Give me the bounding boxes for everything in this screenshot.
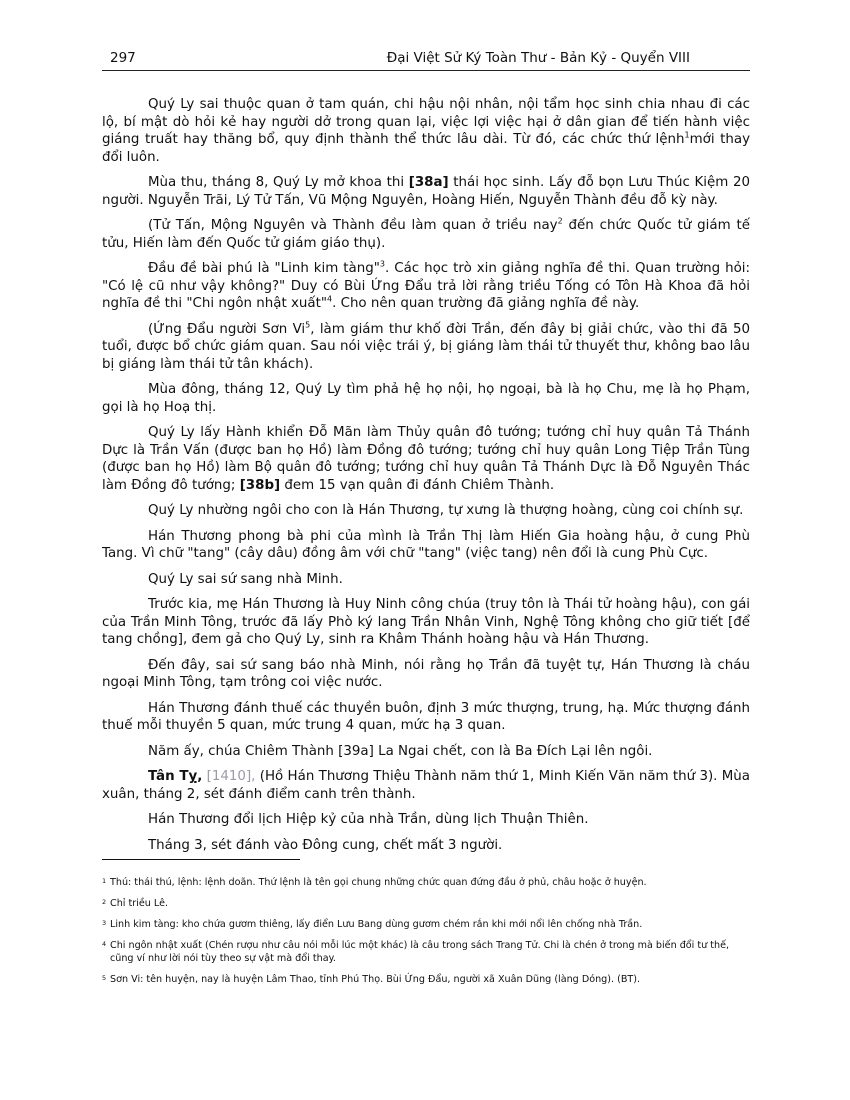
year-number: [1410], — [206, 769, 256, 784]
page-header — [102, 48, 750, 71]
footnote: 3 Linh kim tàng: kho chứa gươm thiêng, lấy điển Lưu Bang dùng gươm chém rắn khi mới nổi lên chống nhà Trần. — [102, 919, 643, 930]
paragraph: Đến đây, sai sứ sang báo nhà Minh, nói rằng họ Trần đã tuyệt tự, Hán Thương là cháu ngoại Minh Tông, tạm trông coi việc nước. — [102, 657, 750, 690]
footnote-ref[interactable]: 5 — [305, 320, 311, 330]
paragraph: Trước kia, mẹ Hán Thương là Huy Ninh công chúa (truy tôn là Thái tử hoàng hậu), con gái của Trần Minh Tông, trước đã lấy Phò ký lang Trần Nhân Vinh, Nghệ Tông không cho giữ tiết [để tang chồng], đem gả cho Quý Ly, sinh ra Khâm Thánh hoàng hậu và Hán Thương. — [102, 597, 750, 647]
paragraph: Mùa đông, tháng 12, Quý Ly tìm phả hệ họ nội, họ ngoại, bà là họ Chu, mẹ là họ Phạm, gọi là họ Hoạ thị. — [102, 382, 750, 415]
paragraph: Quý Ly sai sứ sang nhà Minh. — [148, 571, 343, 587]
paragraph: Quý Ly lấy Hành khiển Đỗ Mãn làm Thủy quân đô tướng; tướng chỉ huy quân Tả Thánh Dực là Trần Vấn (được ban họ Hồ) làm Đồng đô tướng; tướng chỉ huy quân Long Tiệp Trần Tùng (được ban họ Hồ) làm Bộ quân đô tướng; tướng chỉ huy quân Tả Thánh Dực là Đỗ Nguyên Thác làm Đồng đô tướng; [38b] đem 15 vạn quân đi đánh Chiêm Thành. — [102, 425, 750, 493]
paragraph: Hán Thương phong bà phi của mình là Trần Thị làm Hiến Gia hoàng hậu, ở cung Phù Tang. Vì chữ "tang" (cây dâu) đồng âm với chữ "tang" (việc tang) nên đổi là cung Phù Cực. — [102, 528, 750, 561]
footnote: 1 Thú: thái thú, lệnh: lệnh doãn. Thứ lệnh là tên gọi chung những chức quan đứng đầu ở phủ, châu hoặc ở huyện. — [102, 877, 647, 888]
paragraph: Mùa thu, tháng 8, Quý Ly mở khoa thi [38a] thái học sinh. Lấy đỗ bọn Lưu Thúc Kiệm 20 người. Nguyễn Trãi, Lý Tử Tấn, Vũ Mộng Nguyên, Hoàng Hiến, Nguyễn Thành đều đỗ kỳ này. — [102, 175, 750, 208]
page-marker: [38b] — [239, 477, 281, 493]
year-heading: Tân Tỵ, — [148, 769, 203, 784]
footnote-ref[interactable]: 4 — [326, 294, 333, 304]
paragraph: Đầu đề bài phú là "Linh kim tàng"$^3$. Các học trò xin giảng nghĩa đề thi. Quan trường hỏi: "Có lệ cũ như vậy không?" Duy có Bùi Ứng Đẩu trả lời rằng triều Tống có Tôn Hà Khoa đã hỏi nghĩa đề thi "Chi ngôn nhật xuất"$^4$. Cho nên quan trường đã giảng nghĩa đề này. — [102, 259, 751, 311]
footnote-divider — [102, 859, 300, 860]
running-title: Đại Việt Sử Ký Toàn Thư - Bản Kỷ - Quyển VIII — [386, 50, 690, 66]
page-number: 297 — [110, 50, 136, 66]
paragraph: Tháng 3, sét đánh vào Đông cung, chết mất 3 người. — [148, 837, 503, 853]
paragraph: Năm ấy, chúa Chiêm Thành [39a] La Ngai chết, con là Ba Đích Lại lên ngôi. — [148, 743, 653, 759]
paragraph: (Tử Tấn, Mộng Nguyên và Thành đều làm quan ở triều nay$^2$ đến chức Quốc tử giám tế tửu, Hiến làm đến Quốc tử giám giáo thụ). — [102, 216, 750, 251]
footnote-ref[interactable]: 1 — [684, 130, 690, 140]
paragraph: Quý Ly nhường ngôi cho con là Hán Thương, tự xưng là thượng hoàng, cùng coi chính sự. — [148, 503, 744, 518]
footnote-ref[interactable]: 2 — [557, 216, 563, 226]
page-marker: [38a] — [408, 175, 449, 190]
paragraph: Quý Ly sai thuộc quan ở tam quán, chi hậu nội nhân, nội tẩm học sinh chia nhau đi các lộ, bí mật dò hỏi kẻ hay người dở trong quan lại, việc lợi việc hại ở dân gian để tiến hành việc giáng truất hay thăng bổ, quy định thành thể thức lâu dài. Từ đó, các chức thứ lệnh$^1$mới thay đổi luôn. — [102, 97, 750, 165]
body-text — [102, 96, 750, 862]
paragraph: Tân Tỵ, [1410], (Hồ Hán Thương Thiệu Thành năm thứ 1, Minh Kiến Văn năm thứ 3). Mùa xuân, tháng 2, sét đánh điểm canh trên thành. — [102, 769, 751, 802]
paragraph: Hán Thương đánh thuế các thuyền buôn, định 3 mức thượng, trung, hạ. Mức thượng đánh thuế mỗi thuyền 5 quan, mức trung 4 quan, mức hạ 3 quan. — [102, 700, 750, 733]
footnote: 2 Chỉ triều Lê. — [102, 898, 169, 909]
paragraph: (Ứng Đẩu người Sơn Vi$^5$, làm giám thư khố đời Trần, đến đây bị giải chức, vào thi đã 50 tuổi, được bổ chức giám quan. Sau nói việc trái ý, bị giáng làm thái tử thuyết thư, không bao lâu bị giáng làm thái tử tân khách). — [102, 320, 750, 372]
footnote-ref[interactable]: 3 — [379, 259, 385, 269]
footnotes — [102, 876, 752, 994]
footnote: 5 Sơn Vi: tên huyện, nay là huyện Lâm Thao, tỉnh Phú Thọ. Bùi Ứng Đẩu, người xã Xuân Dũng (làng Dóng). (BT). — [102, 974, 641, 985]
paragraph: Hán Thương đổi lịch Hiệp kỷ của nhà Trần, dùng lịch Thuận Thiên. — [148, 812, 589, 827]
footnote: 4 Chi ngôn nhật xuất (Chén rượu như câu nói mỗi lúc một khác) là câu trong sách Trang Tử. Chi là chén ở trong mà biến đổi tư thế, cũng ví như lời nói tùy theo sự vật mà đổi thay. — [102, 940, 730, 964]
